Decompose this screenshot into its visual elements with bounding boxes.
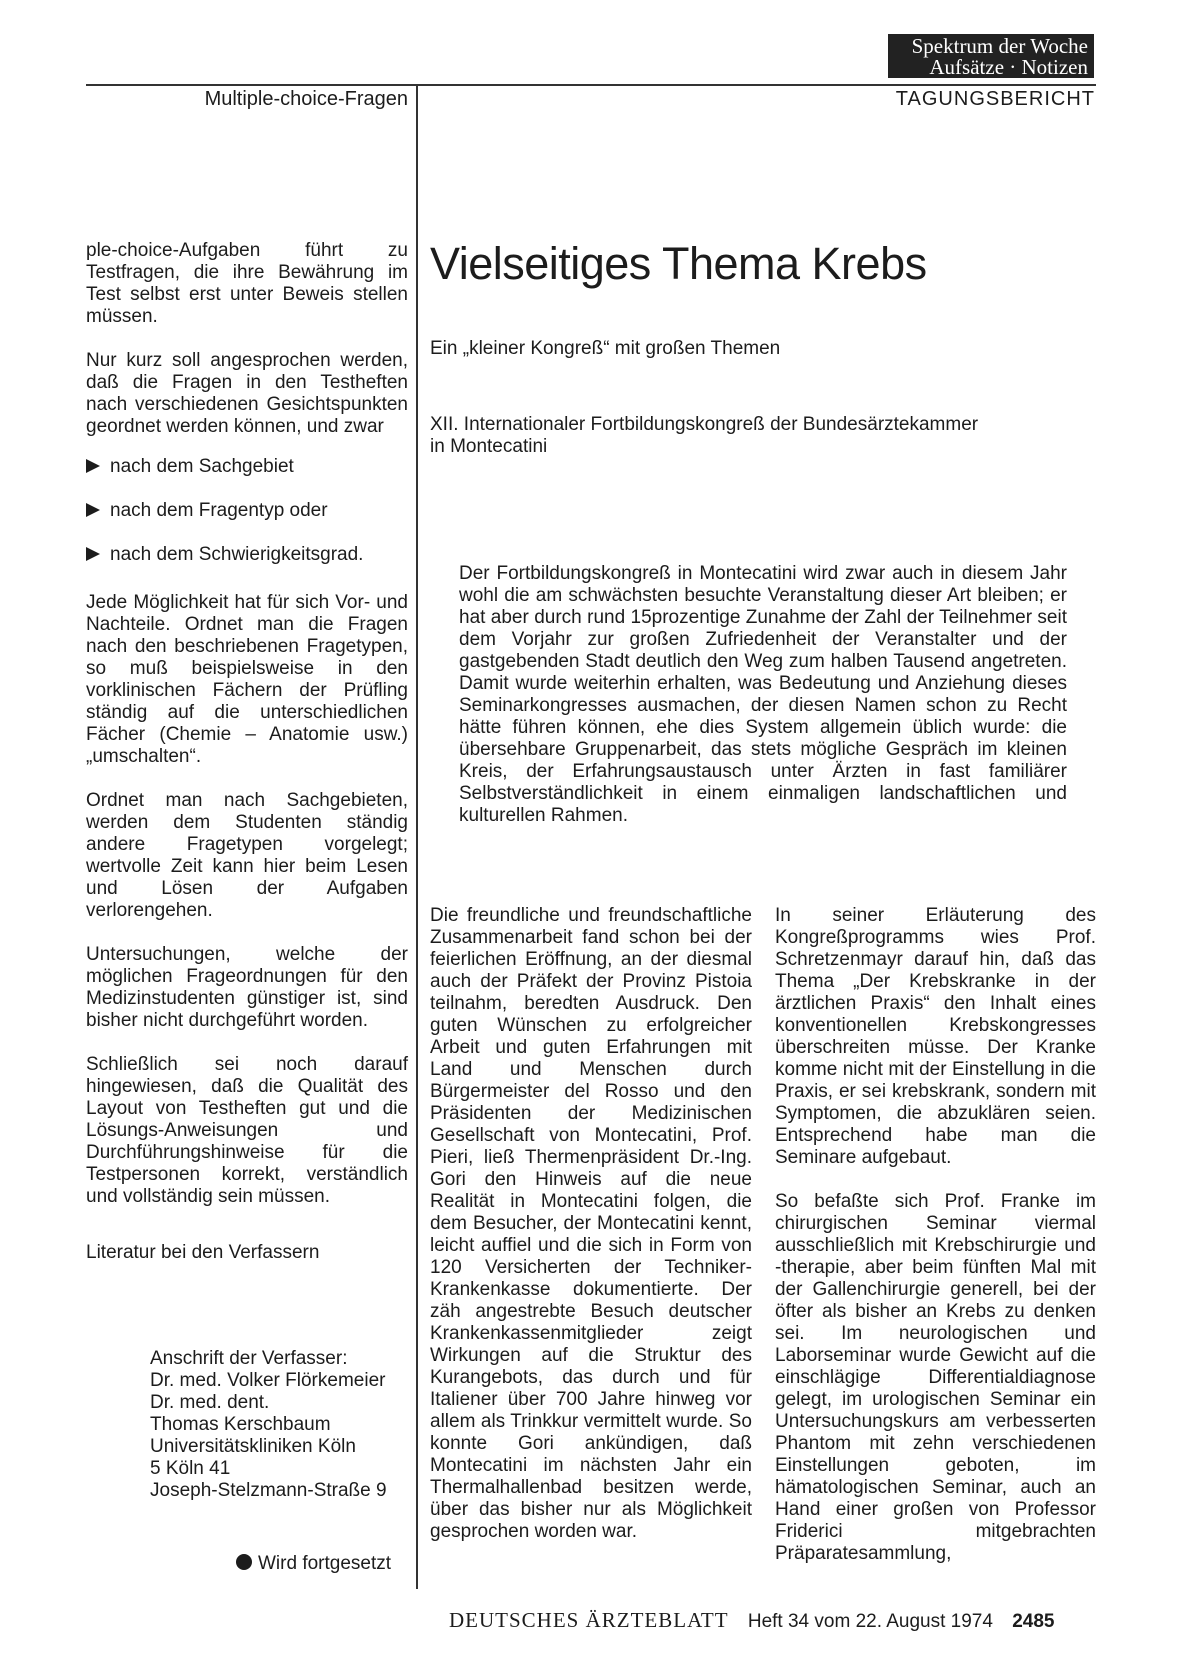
left-paragraph: ple-choice-Aufgaben führt zu Testfragen, die ihre Bewährung im Test selbst erst unter Beweis stellen müssen. <box>86 240 408 327</box>
article-paragraph: So befaßte sich Prof. Franke im chirurgischen Seminar viermal ausschließlich mit Krebschirurgie und -therapie, aber beim fünften Mal mit der Gallenchirurgie generell, bei der öfter als bisher an Krebs zu denken sei. Im neurologischen und Laborseminar wurde Gewicht auf die einschlägige Differentialdiagnose gelegt, im urologischen Seminar ein Untersuchungskurs am verbesserten Phantom mit zehn verschiedenen Einstellungen geboten, im hämatologischen Seminar, auch an Hand einer großen von Professor Friderici mitgebrachten Präparatesammlung, <box>775 1191 1096 1564</box>
page-footer <box>449 1608 1054 1633</box>
section-label-left: Multiple-choice-Fragen <box>204 88 408 110</box>
article-subtitle: Ein „kleiner Kongreß“ mit großen Themen <box>430 338 781 359</box>
journal-name: DEUTSCHES ÄRZTEBLATT <box>449 1608 729 1632</box>
address-line: Dr. med. dent. <box>150 1392 270 1413</box>
continued-note <box>236 1553 391 1575</box>
address-line: Thomas Kerschbaum <box>150 1414 331 1435</box>
article-intro: Der Fortbildungskongreß in Montecatini wird zwar auch in diesem Jahr wohl die am schwächsten besuchte Veranstaltung dieser Art bleiben; er hat aber durch rund 15prozentige Zunahme der Zahl der Teilnehmer seit dem Vorjahr zur großen Zufriedenheit der Veranstalter und der gastgebenden Stadt deutlich den Weg zum halben Tausend angetreten. Damit wurde weiterhin erhalten, was Bedeutung und Anziehung dieses Seminarkongresses ausmachen, der diesen Namen schon zu Recht hätte führen können, ehe dies System allgemein üblich wurde: die übersehbare Gruppenarbeit, das stets mögliche Gespräch im kleinen Kreis, der Erfahrungsaustausch unter Ärzten in fast familiärer Selbstverständlichkeit in einem einmaligen landschaftlichen und kulturellen Rahmen. <box>459 563 1067 826</box>
left-column-top <box>86 240 408 460</box>
triangle-bullet-icon <box>86 459 100 473</box>
bullet-item <box>86 456 294 478</box>
author-address <box>150 1348 387 1502</box>
badge-line-2: Aufsätze · Notizen <box>929 55 1088 79</box>
left-paragraph: Ordnet man nach Sachgebieten, werden dem Studenten ständig andere Fragetypen vorgelegt; wertvolle Zeit kann hier beim Lesen und Lösen der Aufgaben verlorengehen. <box>86 790 408 921</box>
bullet-text: nach dem Sachgebiet <box>110 456 294 477</box>
page-number: 2485 <box>1012 1611 1055 1632</box>
article-paragraph: Die freundliche und freundschaftliche Zusammenarbeit fand schon bei der feierlichen Eröffnung, an der diesmal auch der Präfekt der Provinz Pistoia teilnahm, beredten Ausdruck. Den guten Wünschen zu erfolgreicher Arbeit und guten Erfahrungen mit Land und Menschen durch Bürgermeister del Rosso und den Präsidenten der Medizinischen Gesellschaft von Montecatini, Prof. Pieri, ließ Thermenpräsident Dr.-Ing. Gori den Hinweis auf die neue Realität in Montecatini folgen, die dem Besucher, der Montecatini kennt, leicht auffiel und die sich in Form von 120 Versicherten der Techniker-Krankenkasse dokumentierte. Der zäh angestrebte Besuch deutscher Krankenkassenmitglieder zeigt Wirkungen auf die Struktur des Kurangebots, das durch und für Italiener über 700 Jahre hinweg vor allem als Trinkkur vermittelt wurde. So konnte Gori ankündigen, daß Montecatini im nächsten Jahr ein Thermalhallenbad besitzen werde, über das bisher nur als Möglichkeit gesprochen worden war. <box>430 905 752 1542</box>
address-line: 5 Köln 41 <box>150 1458 231 1479</box>
continued-text: Wird fortgesetzt <box>258 1553 392 1574</box>
section-label-right: TAGUNGSBERICHT <box>895 88 1095 110</box>
left-paragraph: Nur kurz soll angesprochen werden, daß die Fragen in den Testheften nach verschiedenen Gesichtspunkten geordnet werden können, und zwar <box>86 350 408 437</box>
issue-info: Heft 34 vom 22. August 1974 <box>747 1611 993 1632</box>
address-line: Universitätskliniken Köln <box>150 1436 356 1457</box>
subtitle-line: in Montecatini <box>430 436 548 457</box>
article-column-right <box>775 905 1096 1587</box>
section-badge <box>888 34 1094 78</box>
bullet-item <box>86 500 328 522</box>
address-line: Dr. med. Volker Flörkemeier <box>150 1370 386 1391</box>
article-subtitle-2 <box>430 414 978 458</box>
bullet-text: nach dem Schwierigkeitsgrad. <box>110 544 364 565</box>
article-column-middle <box>430 905 752 1565</box>
column-divider <box>416 84 418 1589</box>
subtitle-line: XII. Internationaler Fortbildungskongreß der Bundesärztekammer <box>430 414 979 435</box>
address-line: Anschrift der Verfasser: <box>150 1348 348 1369</box>
badge-line-1: Spektrum der Woche <box>911 34 1088 58</box>
address-line: Joseph-Stelzmann-Straße 9 <box>150 1480 387 1501</box>
left-paragraph: Untersuchungen, welche der möglichen Frageordnungen für den Medizinstudenten günstiger ist, sind bisher nicht durchgeführt worden. <box>86 944 408 1031</box>
left-paragraph: Jede Möglichkeit hat für sich Vor- und Nachteile. Ordnet man die Fragen nach den beschriebenen Fragetypen, so muß beispielsweise in den vorklinischen Fächern der Prüfling ständig auf die unterschiedlichen Fächer (Chemie – Anatomie usw.) „umschalten“. <box>86 592 408 767</box>
left-paragraph: Schließlich sei noch darauf hingewiesen, daß die Qualität des Layout von Testheften gut und die Lösungs-Anweisungen und Durchführungshinweise für die Testpersonen korrekt, verständlich und vollständig sein müssen. <box>86 1054 408 1207</box>
triangle-bullet-icon <box>86 503 100 517</box>
bullet-item <box>86 544 363 566</box>
literature-note: Literatur bei den Verfassern <box>86 1242 320 1263</box>
header-rule <box>86 84 1096 86</box>
triangle-bullet-icon <box>86 547 100 561</box>
filled-circle-icon <box>236 1554 252 1570</box>
left-column-bottom <box>86 592 408 1286</box>
article-paragraph: In seiner Erläuterung des Kongreßprogramms wies Prof. Schretzenmayr darauf hin, daß das Thema „Der Krebskranke in der ärztlichen Praxis“ den Inhalt eines konventionellen Krebskongresses überschreiten müsse. Der Kranke komme nicht mit der Einstellung in die Praxis, er sei krebskrank, sondern mit Symptomen, die abzuklären seien. Entsprechend habe man die Seminare aufgebaut. <box>775 905 1096 1168</box>
article-title: Vielseitiges Thema Krebs <box>430 238 927 289</box>
bullet-text: nach dem Fragentyp oder <box>110 500 328 521</box>
